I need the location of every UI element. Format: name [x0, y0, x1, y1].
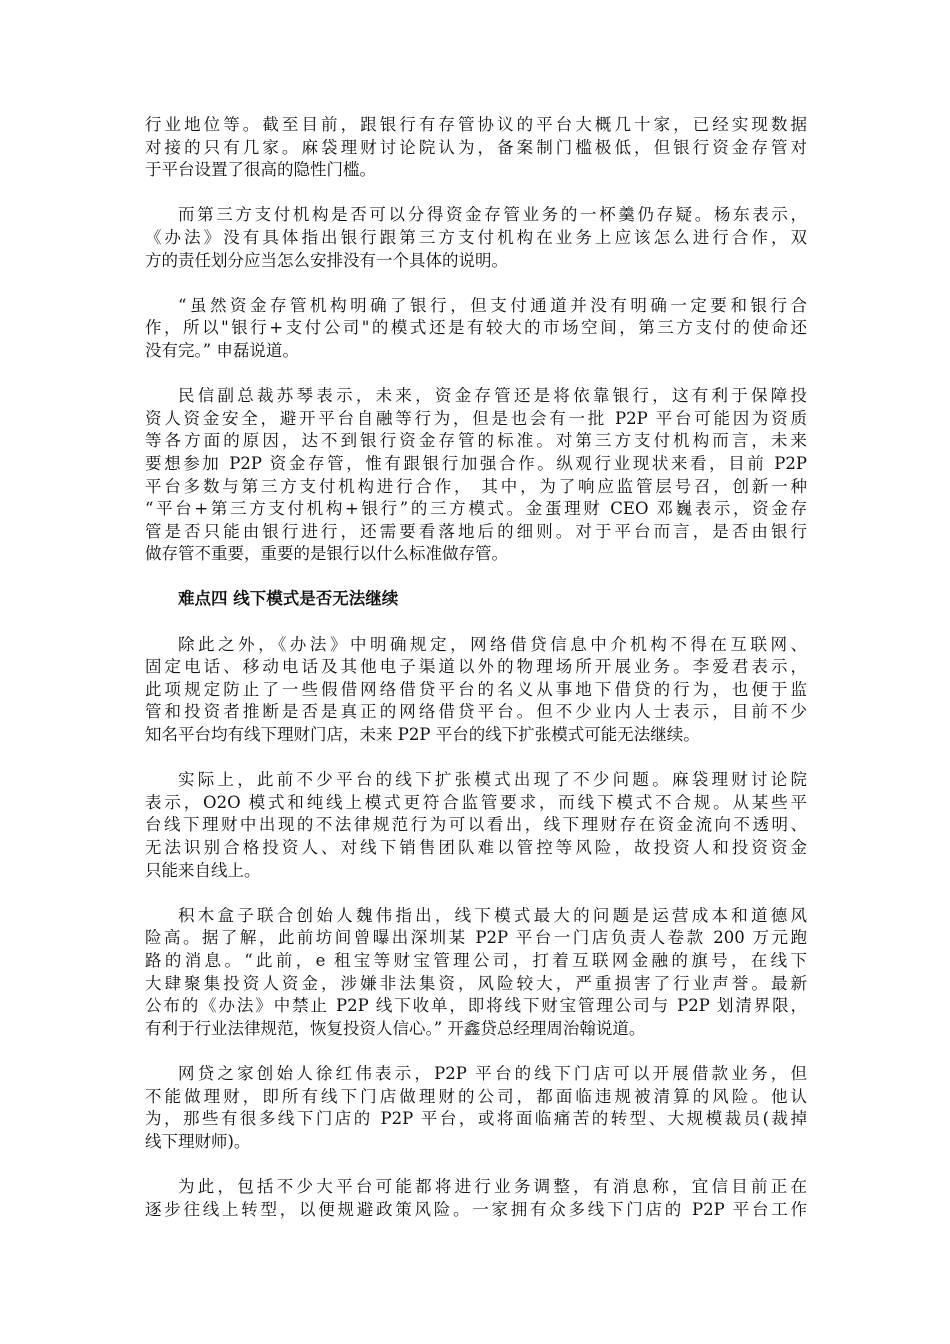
paragraph	[145, 1176, 807, 1221]
paragraph	[145, 295, 807, 363]
text-line: 资人资金安全，避开平台自融等行为，但是也会有一批 P2P 平台可能因为资质	[145, 408, 807, 428]
section-heading: 难点四 线下模式是否无法继续	[178, 589, 399, 609]
text-line: 作，所以"银行+支付公司"的模式还是有较大的市场空间，第三方支付的使命还	[145, 318, 807, 338]
text-line: 而第三方支付机构是否可以分得资金存管业务的一杯羹仍存疑。杨东表示，	[178, 205, 807, 225]
text-line: 管是否只能由银行进行，还需要看落地后的细则。对于平台而言，是否由银行	[145, 521, 807, 541]
text-line: 管和投资者推断是否是真正的网络借贷平台。但不少业内人士表示，目前不少	[145, 702, 807, 722]
text-line: 等各方面的原因，达不到银行资金存管的标准。对第三方支付机构而言，未来	[145, 431, 807, 451]
text-line: 台线下理财中出现的不法律规范行为可以看出，线下理财存在资金流向不透明、	[145, 815, 807, 835]
text-line: “虽然资金存管机构明确了银行，但支付通道并没有明确一定要和银行合	[178, 295, 807, 315]
text-line: 大肆聚集投资人资金，涉嫌非法集资，风险较大，严重损害了行业声誉。最新	[145, 973, 807, 993]
text-line: 险高。据了解，此前坊间曾曝出深圳某 P2P 平台一门店负责人卷款 200 万元跑	[145, 928, 807, 948]
text-line: 不能做理财，即所有线下门店做理财的公司，都面临违规被清算的风险。他认	[145, 1086, 807, 1106]
text-line: 于平台设置了很高的隐性门槛。	[145, 160, 376, 180]
text-line: 公布的《办法》中禁止 P2P 线下收单，即将线下财宝管理公司与 P2P 划清界限，	[145, 996, 807, 1016]
paragraph	[145, 634, 807, 747]
paragraph	[145, 114, 807, 182]
text-line: 对接的只有几家。麻袋理财讨论院认为，备案制门槛极低，但银行资金存管对	[145, 137, 807, 157]
text-line: “平台+第三方支付机构+银行”的三方模式。金蛋理财 CEO 邓巍表示，资金存	[145, 499, 807, 519]
text-line: 为此，包括不少大平台可能都将进行业务调整，有消息称，宜信目前正在	[178, 1176, 807, 1196]
paragraph	[145, 769, 807, 882]
text-line: 无法识别合格投资人、对线下销售团队难以管控等风险，故投资人和投资资金	[145, 838, 807, 857]
text-line: 线下理财师)。	[145, 1131, 251, 1151]
text-line: 逐步往线上转型，以便规避政策风险。一家拥有众多线下门店的 P2P 平台工作	[145, 1199, 807, 1219]
text-line: 方的责任划分应当怎么安排没有一个具体的说明。	[145, 250, 508, 270]
text-line: 除此之外，《办法》中明确规定，网络借贷信息中介机构不得在互联网、	[178, 634, 807, 654]
text-line: 平台多数与第三方支付机构进行合作， 其中，为了响应监管层号召，创新一种	[145, 476, 807, 496]
text-line: 积木盒子联合创始人魏伟指出，线下模式最大的问题是运营成本和道德风	[178, 905, 807, 925]
text-line: 行业地位等。截至目前，跟银行有存管协议的平台大概几十家，已经实现数据	[145, 115, 807, 134]
text-line: 路的消息。“此前，e 租宝等财宝管理公司，打着互联网金融的旗号，在线下	[145, 950, 807, 970]
text-line: 网贷之家创始人徐红伟表示，P2P 平台的线下门店可以开展借款业务，但	[178, 1063, 807, 1083]
paragraph	[145, 905, 807, 1041]
text-line: 要想参加 P2P 资金存管，惟有跟银行加强合作。纵观行业现状来看，目前 P2P	[145, 453, 807, 473]
text-line: 表示，O2O 模式和纯线上模式更符合监管要求，而线下模式不合规。从某些平	[145, 792, 807, 812]
text-line: 有利于行业法律规范，恢复投资人信心。” 开鑫贷总经理周治翰说道。	[145, 1018, 646, 1038]
document-page	[145, 114, 807, 1244]
text-line: 做存管不重要，重要的是银行以什么标准做存管。	[145, 544, 508, 564]
text-line: 知名平台均有线下理财门店，未来 P2P 平台的线下扩张模式可能无法继续。	[145, 725, 700, 745]
text-line: 民信副总裁苏琴表示，未来，资金存管还是将依靠银行，这有利于保障投	[178, 386, 807, 406]
text-line: 为，那些有很多线下门店的 P2P 平台，或将面临痛苦的转型、大规模裁员(裁掉	[145, 1109, 807, 1129]
paragraph	[145, 1063, 807, 1153]
text-line: 固定电话、移动电话及其他电子渠道以外的物理场所开展业务。李爱君表示，	[145, 657, 807, 677]
paragraph	[145, 385, 807, 566]
text-line: 此项规定防止了一些假借网络借贷平台的名义从事地下借贷的行为，也便于监	[145, 679, 807, 699]
text-line: 只能来自线上。	[145, 860, 261, 880]
text-line: 没有完。” 申磊说道。	[145, 340, 299, 360]
text-line: 实际上，此前不少平台的线下扩张模式出现了不少问题。麻袋理财讨论院	[178, 770, 807, 790]
text-line: 《办法》没有具体指出银行跟第三方支付机构在业务上应该怎么进行合作，双	[145, 227, 807, 247]
paragraph	[145, 204, 807, 272]
